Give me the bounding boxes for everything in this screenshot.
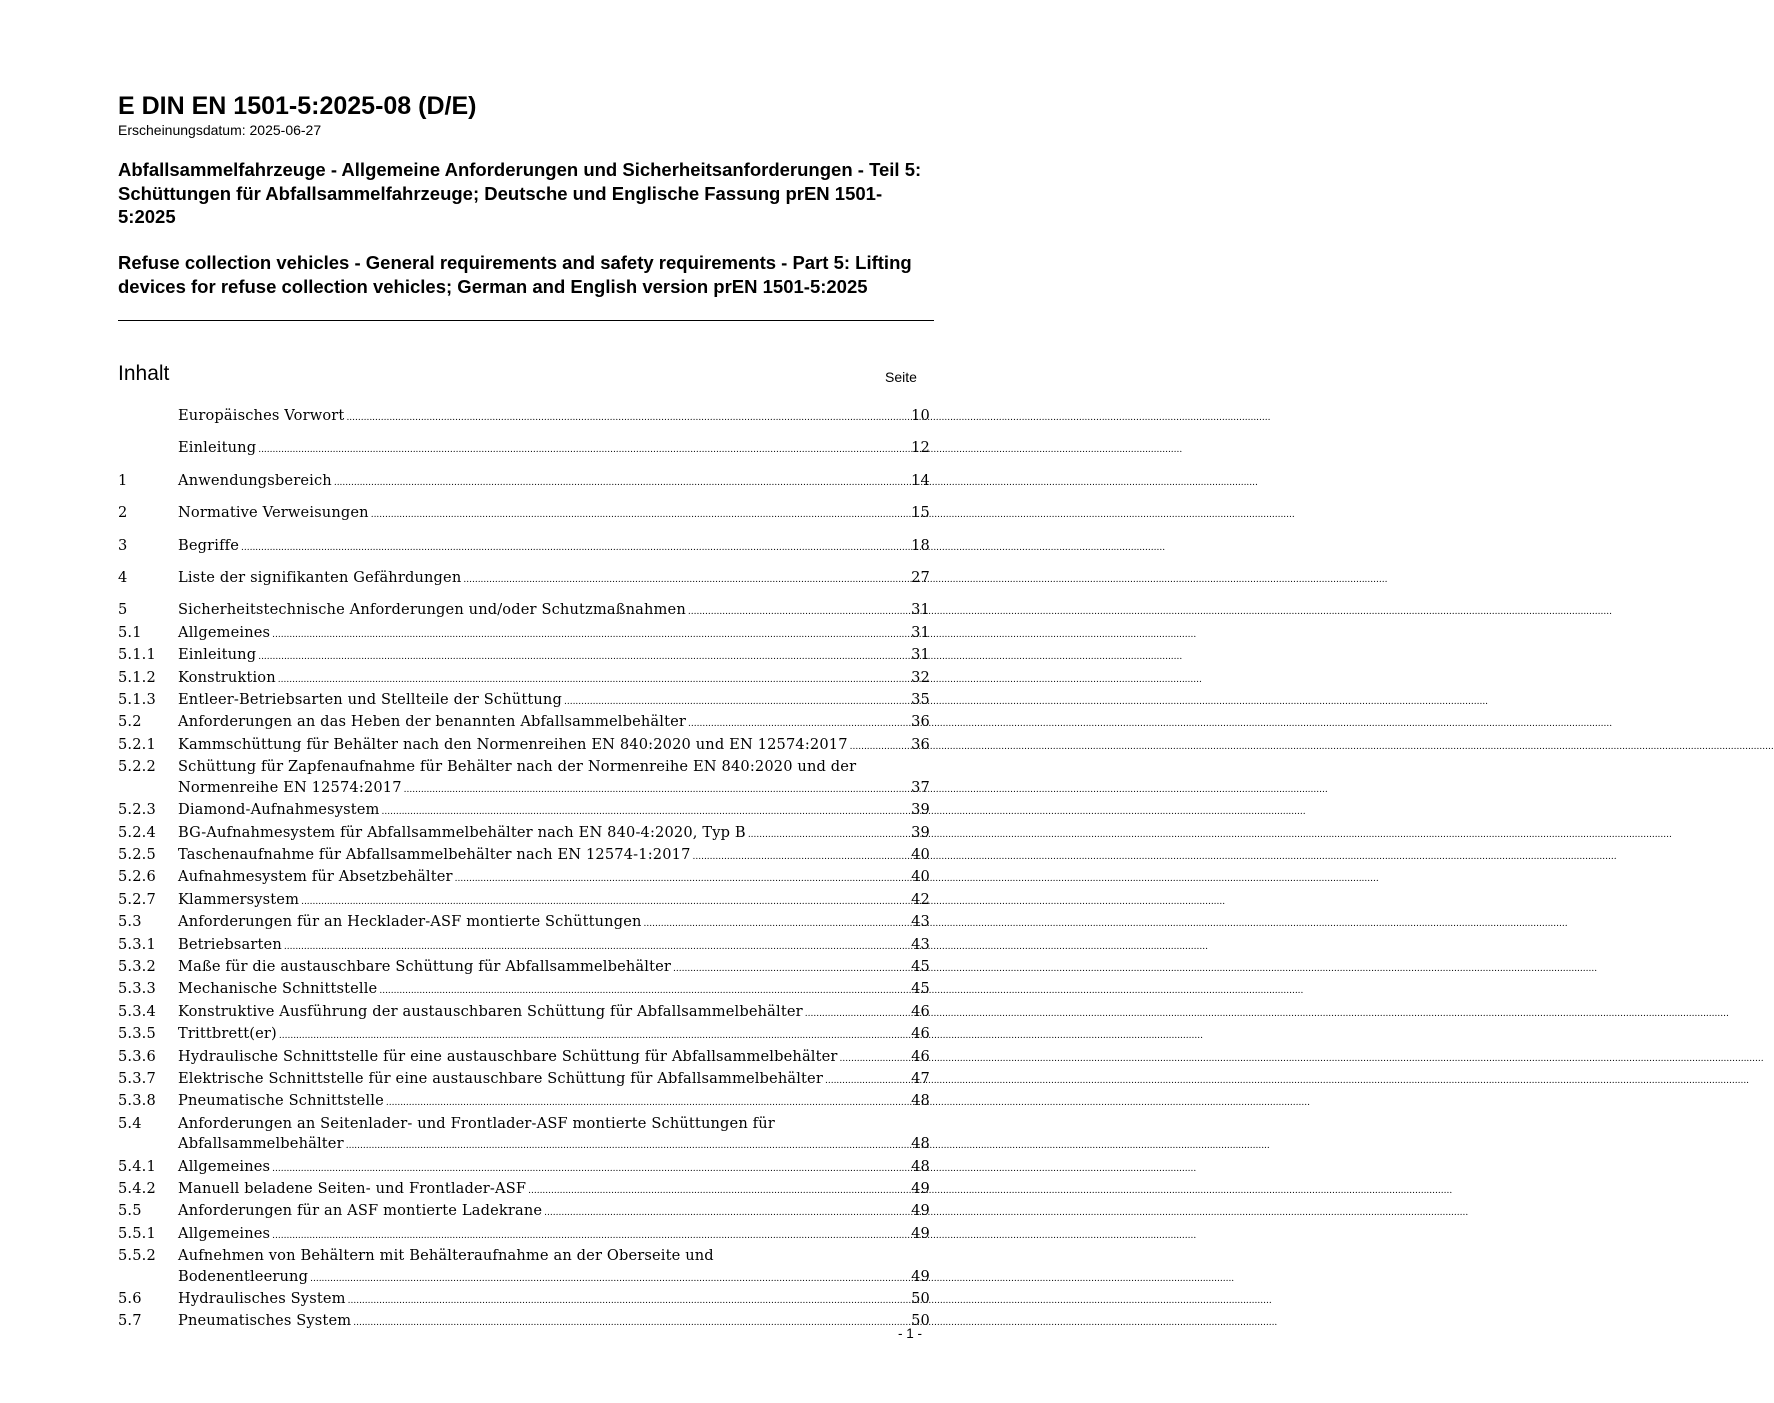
toc-entry[interactable] — [118, 1311, 930, 1333]
toc-entry[interactable] — [118, 1201, 930, 1223]
toc-entry-title-continued: Bodenentleerung — [178, 1267, 309, 1285]
dot-leader — [542, 1201, 908, 1223]
toc-entry-number: 5.3.2 — [118, 957, 156, 975]
toc-entry[interactable] — [118, 1289, 930, 1311]
toc-entry-title: Anforderungen für an ASF montierte Ladekrane — [178, 1202, 543, 1220]
toc-entry-page: 39 — [911, 801, 930, 819]
toc-entry[interactable] — [118, 1091, 930, 1113]
toc-entry-page: 40 — [911, 845, 930, 863]
toc-entry-number: 5.3.1 — [118, 935, 156, 953]
title-divider — [118, 320, 934, 321]
toc-entry-title: Einleitung — [178, 439, 257, 457]
toc-entry-number: 5.1 — [118, 623, 142, 641]
toc-entry-title: Schüttung für Zapfenaufnahme für Behälter nach der Normenreihe EN 840:2020 und der — [178, 758, 857, 776]
toc-entry-page: 42 — [911, 890, 930, 908]
dot-leader — [384, 1091, 908, 1113]
toc-entry[interactable] — [118, 536, 930, 558]
toc-entry-number: 5.3.7 — [118, 1069, 156, 1087]
toc-heading: Inhalt — [118, 362, 170, 385]
toc-entry-page: 35 — [911, 691, 930, 709]
toc-entry-page: 46 — [911, 1025, 930, 1043]
toc-entry-number: 5.3.6 — [118, 1047, 156, 1065]
toc-entry-title-continued: Abfallsammelbehälter — [178, 1135, 344, 1153]
dot-leader — [282, 935, 908, 957]
toc-entry[interactable] — [118, 890, 930, 912]
toc-entry-page: 31 — [911, 623, 930, 641]
toc-entry[interactable] — [118, 600, 930, 622]
dot-leader — [239, 536, 908, 558]
toc-entry-page: 50 — [911, 1312, 930, 1330]
toc-entry-title: Klammersystem — [178, 890, 300, 908]
toc-entry-page: 45 — [911, 980, 930, 998]
toc-entry-number: 5.2.4 — [118, 823, 156, 841]
toc-entry-number: 3 — [118, 536, 128, 554]
toc-entry-number: 5.3 — [118, 913, 142, 931]
toc-entry-number: 5.1.3 — [118, 691, 156, 709]
toc-entry-page: 48 — [911, 1157, 930, 1175]
dot-leader — [377, 979, 908, 1001]
toc-entry-page: 10 — [911, 407, 930, 424]
document-id: E DIN EN 1501-5:2025-08 (D/E) — [118, 92, 477, 120]
dot-leader — [308, 1267, 908, 1289]
dot-leader — [346, 1289, 908, 1311]
toc-entry-page: 48 — [911, 1135, 930, 1153]
toc-entry-number: 5.3.5 — [118, 1025, 156, 1043]
toc-entry-title: Europäisches Vorwort — [178, 407, 345, 424]
title-german: Abfallsammelfahrzeuge - Allgemeine Anforderungen und Sicherheitsanforderungen - Teil 5: Schüttungen für Abfallsammelfahrzeuge; Deutsche und Englische Fassung prEN 1501-5:2025 — [118, 159, 922, 227]
dot-leader — [369, 503, 908, 525]
toc-entry-page: 31 — [911, 646, 930, 664]
toc-entry[interactable] — [118, 623, 930, 645]
dot-leader — [746, 823, 908, 845]
toc-entry[interactable] — [118, 935, 930, 957]
toc-entry-title: Allgemeines — [178, 1157, 271, 1175]
toc-entry[interactable] — [118, 979, 930, 1001]
dot-leader — [461, 568, 908, 590]
toc-entry-page: 46 — [911, 1002, 930, 1020]
toc-entry-page: 40 — [911, 868, 930, 886]
toc-entry-title: Sicherheitstechnische Anforderungen und/oder Schutzmaßnahmen — [178, 601, 686, 619]
dot-leader — [838, 1047, 908, 1069]
toc-entry-page: 15 — [911, 504, 930, 522]
table-of-contents — [118, 406, 930, 1334]
toc-entry-title: Pneumatische Schnittstelle — [178, 1092, 384, 1110]
toc-entry-page: 31 — [911, 601, 930, 619]
dot-leader — [686, 600, 908, 622]
toc-entry[interactable] — [118, 406, 930, 428]
toc-entry-title: Kammschüttung für Behälter nach den Normenreihen EN 840:2020 und EN 12574:2017 — [178, 735, 848, 753]
toc-entry-number: 5.2.2 — [118, 758, 156, 776]
toc-entry-number: 5.2.1 — [118, 735, 156, 753]
publication-date: Erscheinungsdatum: 2025-06-27 — [118, 122, 322, 138]
toc-entry-title: Taschenaufnahme für Abfallsammelbehälter nach EN 12574-1:2017 — [178, 845, 691, 863]
dot-leader — [270, 1157, 908, 1179]
toc-entry-page: 37 — [911, 778, 930, 796]
toc-entry-number: 5.5.1 — [118, 1224, 156, 1242]
toc-entry-page: 39 — [911, 823, 930, 841]
dot-leader — [270, 1224, 908, 1246]
toc-entry-number: 5.5 — [118, 1202, 142, 1220]
toc-entry-title: Manuell beladene Seiten- und Frontlader-ASF — [178, 1180, 527, 1197]
dot-leader — [276, 668, 908, 690]
toc-entry-number: 5.3.3 — [118, 980, 156, 998]
dot-leader — [691, 845, 909, 867]
toc-entry-page: 49 — [911, 1224, 930, 1242]
toc-entry-title: Einleitung — [178, 646, 257, 664]
toc-page-column-label: Seite — [885, 369, 917, 385]
toc-entry-title: Maße für die austauschbare Schüttung für Abfallsammelbehälter — [178, 957, 672, 975]
toc-entry-title: Konstruktive Ausführung der austauschbaren Schüttung für Abfallsammelbehälter — [178, 1002, 803, 1020]
toc-entry-page: 47 — [911, 1069, 930, 1087]
toc-entry-title: Liste der signifikanten Gefährdungen — [178, 569, 462, 587]
toc-entry[interactable] — [118, 735, 930, 757]
toc-entry-number: 5.3.8 — [118, 1092, 156, 1110]
toc-entry-page: 36 — [911, 713, 930, 731]
toc-entry-title: Allgemeines — [178, 623, 271, 641]
dot-leader — [380, 800, 908, 822]
toc-entry-title: Diamond-Aufnahmesystem — [178, 801, 380, 819]
dot-leader — [299, 890, 908, 912]
toc-entry[interactable] — [118, 1069, 930, 1091]
toc-entry-title: Hydraulisches System — [178, 1290, 346, 1308]
toc-entry-page: 27 — [911, 569, 930, 587]
toc-entry-number: 5.7 — [118, 1312, 142, 1330]
toc-entry-page: 43 — [911, 913, 930, 931]
toc-entry-number: 5.4.2 — [118, 1180, 156, 1197]
toc-entry[interactable] — [118, 1246, 930, 1289]
dot-leader — [402, 778, 908, 800]
toc-entry-number: 5.3.4 — [118, 1002, 156, 1020]
toc-entry-number: 5.2.7 — [118, 890, 156, 908]
toc-entry[interactable] — [118, 1114, 930, 1157]
toc-entry-number: 1 — [118, 471, 128, 489]
toc-entry-number: 5.1.1 — [118, 646, 156, 664]
toc-entry[interactable] — [118, 823, 930, 845]
toc-entry-title: Hydraulische Schnittstelle für eine austauschbare Schüttung für Abfallsammelbehälter — [178, 1047, 838, 1065]
toc-entry[interactable] — [118, 1024, 930, 1046]
toc-entry-page: 49 — [911, 1180, 930, 1197]
dot-leader — [686, 712, 908, 734]
toc-entry-page: 46 — [911, 1047, 930, 1065]
dot-leader — [823, 1069, 908, 1091]
toc-entry[interactable] — [118, 438, 930, 460]
dot-leader — [277, 1024, 908, 1046]
dot-leader — [453, 867, 908, 889]
toc-entry-title: BG-Aufnahmesystem für Abfallsammelbehälter nach EN 840-4:2020, Typ B — [178, 823, 746, 841]
toc-entry-number: 5.2.5 — [118, 845, 156, 863]
toc-entry[interactable] — [118, 845, 930, 867]
toc-entry-title: Konstruktion — [178, 668, 276, 686]
toc-entry[interactable] — [118, 568, 930, 590]
toc-entry-title: Pneumatisches System — [178, 1312, 352, 1330]
toc-entry-page: 49 — [911, 1267, 930, 1285]
toc-entry-title: Aufnehmen von Behältern mit Behälteraufnahme an der Oberseite und — [178, 1247, 714, 1265]
dot-leader — [351, 1311, 908, 1333]
toc-entry[interactable] — [118, 471, 930, 493]
dot-leader — [803, 1002, 908, 1024]
toc-entry[interactable] — [118, 668, 930, 690]
toc-entry-title: Allgemeines — [178, 1224, 271, 1242]
toc-entry-title: Anforderungen an Seitenlader- und Frontlader-ASF montierte Schüttungen für — [178, 1114, 775, 1132]
toc-entry[interactable] — [118, 1047, 930, 1069]
toc-entry-title: Aufnahmesystem für Absetzbehälter — [178, 868, 453, 886]
title-english: Refuse collection vehicles - General requirements and safety requirements - Part 5: Lifting devices for refuse collection vehicles; German and English version prEN 1501-5:2025 — [118, 252, 912, 297]
toc-entry-number: 5.1.2 — [118, 668, 156, 686]
toc-entry[interactable] — [118, 1002, 930, 1024]
toc-entry-number: 5 — [118, 601, 128, 619]
toc-entry-page: 36 — [911, 735, 930, 753]
toc-entry[interactable] — [118, 912, 930, 934]
page-number: - 1 - — [898, 1326, 923, 1341]
toc-entry[interactable] — [118, 1157, 930, 1179]
toc-entry[interactable] — [118, 867, 930, 889]
toc-entry-title: Anforderungen an das Heben der benannten Abfallsammelbehälter — [178, 713, 687, 731]
toc-entry-title: Betriebsarten — [178, 935, 282, 953]
toc-entry-title: Mechanische Schnittstelle — [178, 980, 378, 998]
toc-entry-number: 5.4 — [118, 1114, 142, 1132]
toc-entry[interactable] — [118, 645, 930, 667]
toc-entry-title: Begriffe — [178, 536, 239, 554]
toc-entry-title: Anforderungen für an Hecklader-ASF montierte Schüttungen — [178, 913, 642, 931]
toc-entry-page: 12 — [911, 439, 930, 457]
dot-leader — [270, 623, 908, 645]
toc-entry-page: 50 — [911, 1290, 930, 1308]
toc-entry-page: 43 — [911, 935, 930, 953]
dot-leader — [332, 471, 908, 493]
toc-entry-title: Entleer-Betriebsarten und Stellteile der Schüttung — [178, 691, 562, 709]
toc-entry-page: 49 — [911, 1202, 930, 1220]
toc-entry[interactable] — [118, 690, 930, 712]
toc-entry-page: 32 — [911, 668, 930, 686]
dot-leader — [256, 438, 908, 460]
toc-entry-title: Elektrische Schnittstelle für eine austauschbare Schüttung für Abfallsammelbehälter — [178, 1069, 823, 1087]
toc-entry[interactable] — [118, 712, 930, 734]
toc-entry-number: 4 — [118, 569, 128, 587]
toc-entry-number: 5.6 — [118, 1290, 142, 1308]
dot-leader — [848, 735, 908, 757]
dot-leader — [642, 912, 908, 934]
toc-entry[interactable] — [118, 1224, 930, 1246]
toc-entry-page: 18 — [911, 536, 930, 554]
toc-entry-number: 5.4.1 — [118, 1157, 156, 1175]
toc-entry-page: 48 — [911, 1092, 930, 1110]
toc-entry[interactable] — [118, 800, 930, 822]
dot-leader — [526, 1179, 908, 1201]
dot-leader — [344, 406, 908, 428]
toc-entry-number: 5.2 — [118, 713, 142, 731]
toc-entry-page: 45 — [911, 957, 930, 975]
toc-entry-number: 5.5.2 — [118, 1247, 156, 1265]
toc-entry[interactable] — [118, 957, 930, 979]
toc-entry-title: Normative Verweisungen — [178, 504, 369, 522]
dot-leader — [671, 957, 908, 979]
toc-entry-number: 2 — [118, 504, 128, 522]
toc-entry-title: Anwendungsbereich — [178, 471, 332, 489]
toc-entry-number: 5.2.6 — [118, 868, 156, 886]
toc-entry-number: 5.2.3 — [118, 801, 156, 819]
toc-entry-page: 14 — [911, 471, 930, 489]
dot-leader — [562, 690, 908, 712]
toc-entry-title-continued: Normenreihe EN 12574:2017 — [178, 778, 402, 796]
dot-leader — [256, 645, 908, 667]
toc-entry[interactable] — [118, 757, 930, 800]
toc-entry[interactable] — [118, 1179, 930, 1201]
toc-entry-title: Trittbrett(er) — [178, 1025, 277, 1043]
dot-leader — [344, 1134, 908, 1156]
toc-entry[interactable] — [118, 503, 930, 525]
